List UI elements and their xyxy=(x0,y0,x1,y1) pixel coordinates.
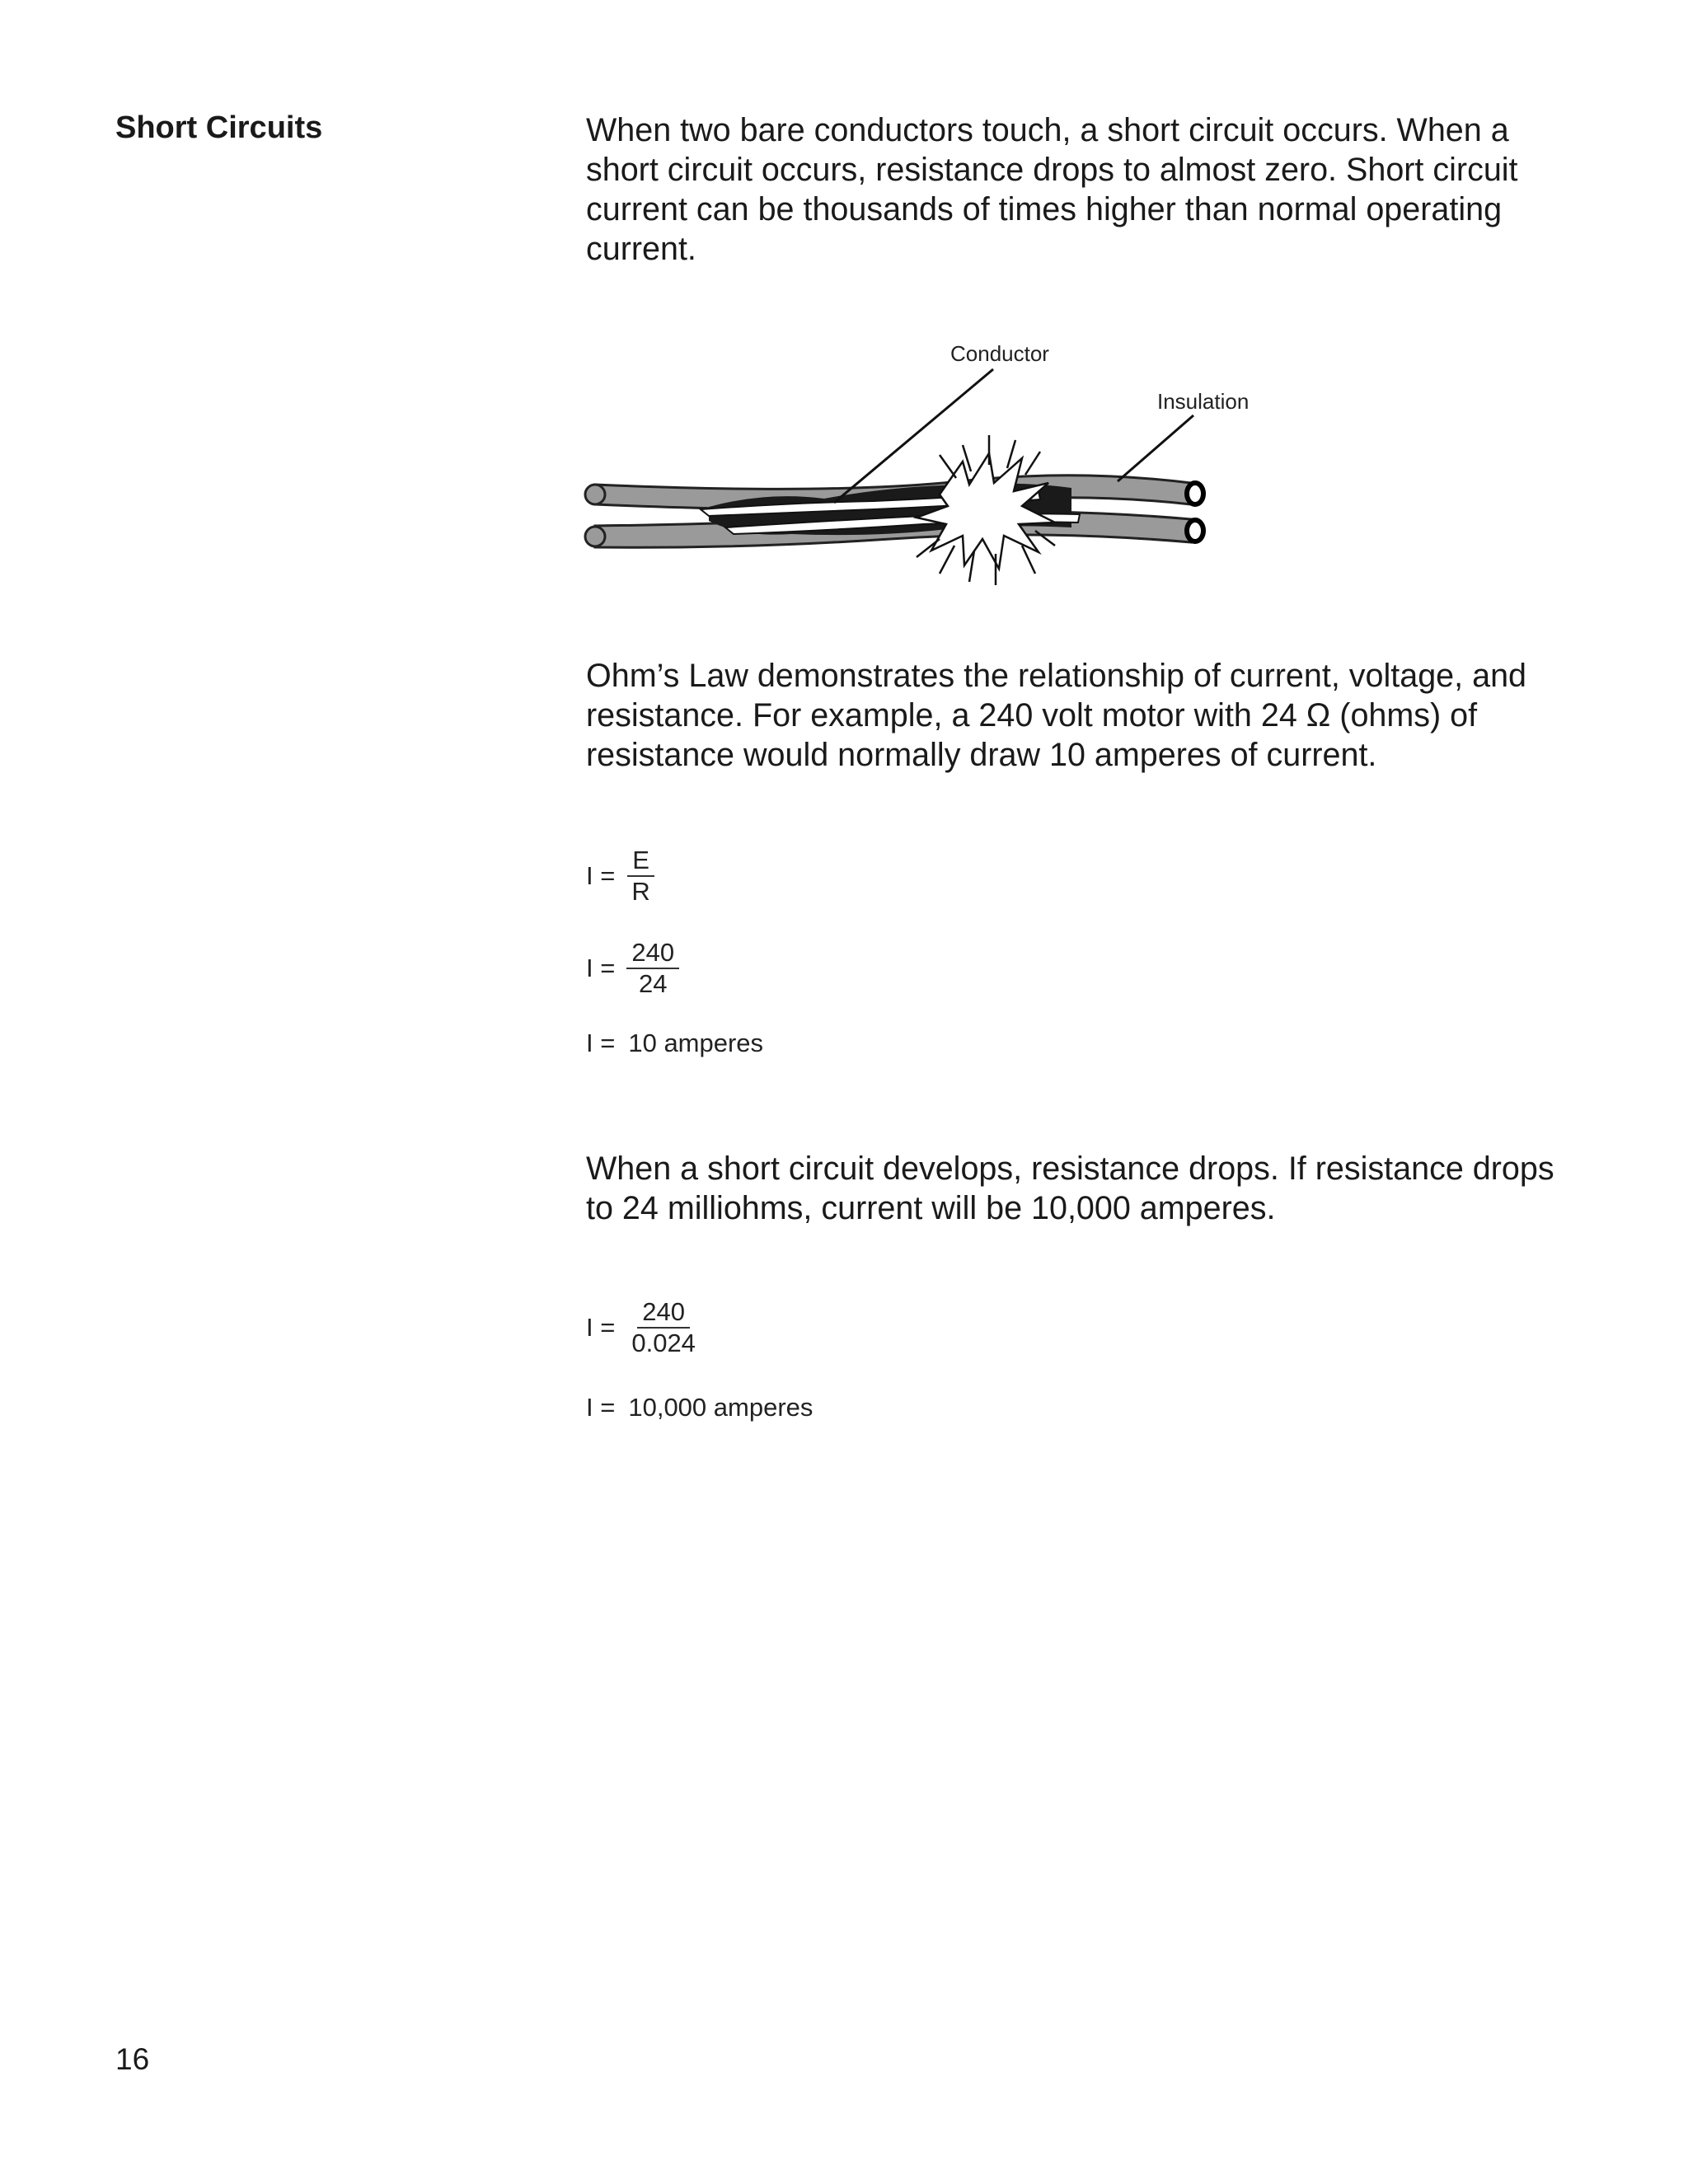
section-heading: Short Circuits xyxy=(115,110,323,145)
equation-normal-values xyxy=(586,938,679,999)
short-circuit-illustration xyxy=(577,330,1302,602)
denominator: 0.024 xyxy=(631,1329,696,1357)
fraction xyxy=(626,846,654,907)
insulation-label: Insulation xyxy=(1157,389,1250,414)
equation-lhs: I = xyxy=(586,1313,616,1342)
equation-short-circuit-result xyxy=(586,1393,813,1422)
numerator: E xyxy=(627,846,654,877)
equation-result: 10,000 amperes xyxy=(628,1393,814,1422)
fraction xyxy=(626,938,679,999)
equation-ohms-law-formula xyxy=(586,846,655,907)
wires-graphic xyxy=(585,369,1203,585)
page-number: 16 xyxy=(115,2042,150,2076)
fraction xyxy=(626,1297,701,1358)
equation-lhs: I = xyxy=(586,1393,616,1422)
equation-lhs: I = xyxy=(586,861,616,890)
numerator: 240 xyxy=(626,938,679,969)
numerator: 240 xyxy=(637,1297,690,1329)
equation-lhs: I = xyxy=(586,1029,616,1057)
conductor-label: Conductor xyxy=(950,341,1049,366)
ohms-law-paragraph: Ohm’s Law demonstrates the relationship of current, voltage, and resistance. For example, a 240 volt motor with 24 Ω (ohms) of resistance would normally draw 10 amperes of current. xyxy=(586,658,1527,773)
insulation-leader-line xyxy=(1118,415,1193,481)
equation-result: 10 amperes xyxy=(628,1029,764,1057)
equation-short-circuit-values xyxy=(586,1297,701,1358)
equation-normal-result xyxy=(586,1029,763,1058)
intro-paragraph: When two bare conductors touch, a short circuit occurs. When a short circuit occurs, resistance drops to almost zero. Short circuit current can be thousands of times higher than normal operating current. xyxy=(586,112,1518,267)
denominator: R xyxy=(631,877,650,906)
short-circuit-figure xyxy=(577,330,1302,602)
denominator: 24 xyxy=(638,969,668,998)
short-circuit-develops-paragraph: When a short circuit develops, resistance drops. If resistance drops to 24 milliohms, current will be 10,000 amperes. xyxy=(586,1151,1554,1226)
equation-lhs: I = xyxy=(586,954,616,982)
